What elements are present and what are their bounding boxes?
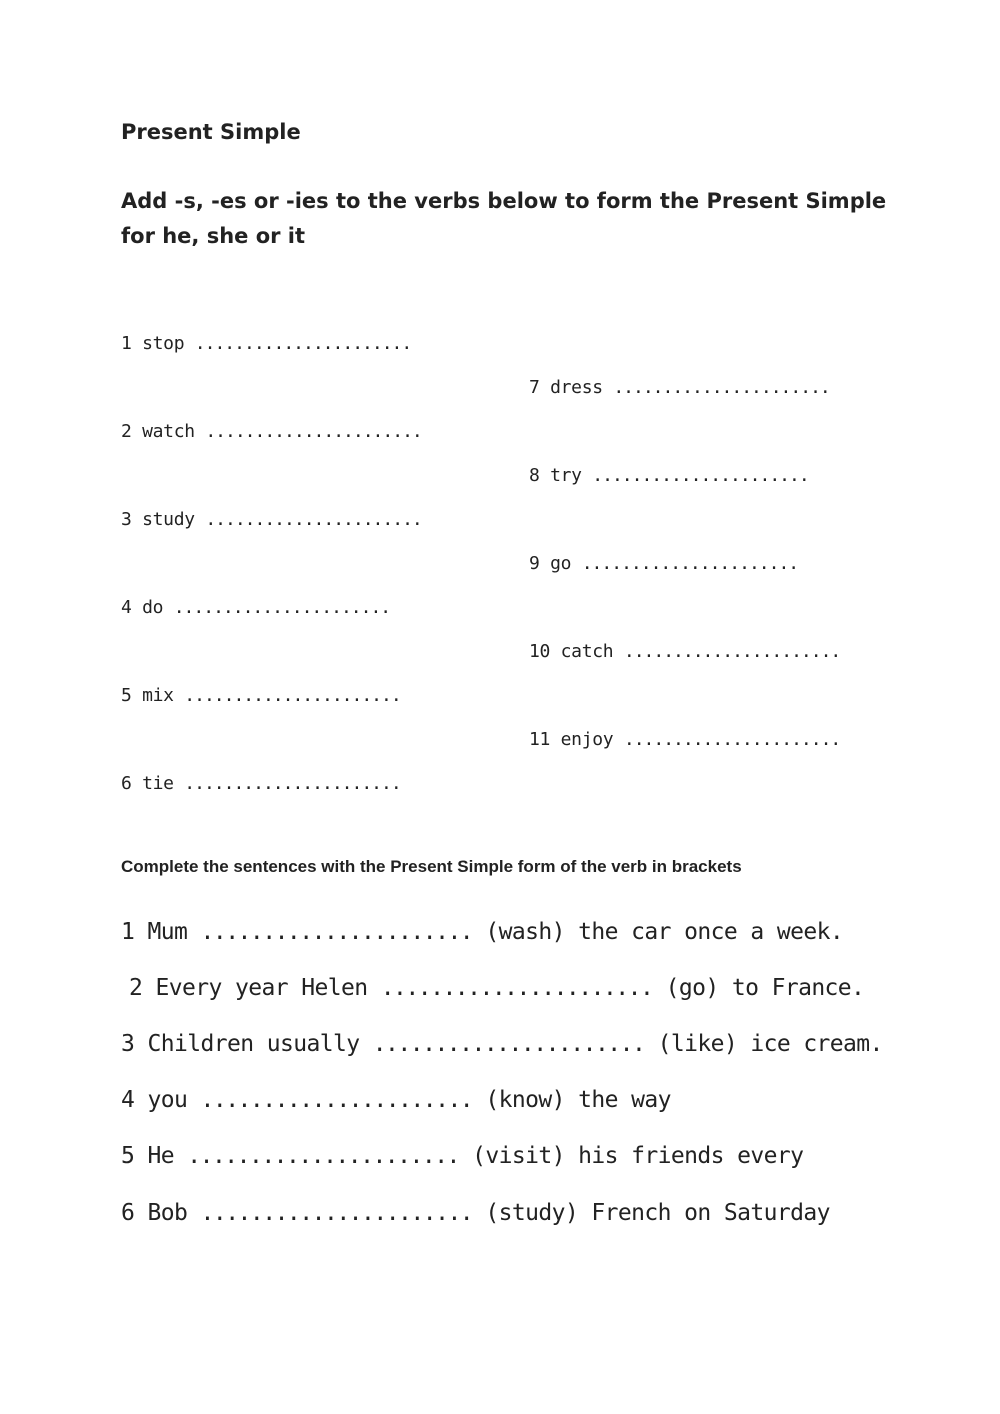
verb-item: [529, 553, 798, 574]
verb-word: do: [142, 597, 164, 618]
sentence-end: (study) French on Saturday: [485, 1200, 830, 1226]
answer-blank[interactable]: ......................: [205, 421, 422, 442]
verb-item: [121, 509, 422, 530]
verb-item: [121, 685, 401, 706]
verb-item: [121, 597, 390, 618]
verb-number: 9: [529, 553, 540, 574]
sentences-instruction: Complete the sentences with the Present Simple form of the verb in brackets: [121, 857, 742, 876]
sentence-end: (like) ice cream.: [657, 1031, 883, 1057]
verb-item: [121, 421, 422, 442]
verb-word: study: [142, 509, 195, 530]
sentence-item: [129, 975, 864, 1001]
verb-item: [121, 333, 411, 354]
sentence-end: (go) to France.: [665, 975, 865, 1001]
verb-number: 6: [121, 773, 132, 794]
sentence-end: (wash) the car once a week.: [485, 919, 844, 945]
sentence-start: 5 He: [121, 1143, 174, 1169]
verb-number: 4: [121, 597, 132, 618]
sentence-item: [121, 919, 843, 945]
verb-number: 10: [529, 641, 551, 662]
verb-number: 5: [121, 685, 132, 706]
verb-number: 1: [121, 333, 132, 354]
verb-number: 8: [529, 465, 540, 486]
verb-number: 11: [529, 729, 551, 750]
answer-blank[interactable]: ......................: [184, 773, 401, 794]
sentence-end: (visit) his friends every: [472, 1143, 804, 1169]
verb-item: [529, 641, 840, 662]
instruction-text: Add -s, -es or -ies to the verbs below to form the Present Simple for he, she or it: [121, 189, 887, 248]
verb-word: go: [550, 553, 572, 574]
answer-blank[interactable]: ......................: [200, 1087, 473, 1113]
sentence-start: 4 you: [121, 1087, 188, 1113]
verb-item: [529, 465, 809, 486]
page-title: Present Simple: [121, 120, 301, 144]
verb-item: [121, 773, 401, 794]
sentence-item: [121, 1200, 830, 1226]
sentence-start: 1 Mum: [121, 919, 188, 945]
verb-number: 2: [121, 421, 132, 442]
answer-blank[interactable]: ......................: [184, 685, 401, 706]
answer-blank[interactable]: ......................: [623, 641, 841, 662]
verb-word: watch: [142, 421, 195, 442]
answer-blank[interactable]: ......................: [194, 333, 412, 354]
sentence-start: 2 Every year Helen: [129, 975, 368, 1001]
sentence-start: 3 Children usually: [121, 1031, 360, 1057]
sentence-end: (know) the way: [485, 1087, 671, 1113]
answer-blank[interactable]: ......................: [187, 1143, 459, 1169]
answer-blank[interactable]: ......................: [623, 729, 841, 750]
verb-word: dress: [550, 377, 603, 398]
verb-word: stop: [142, 333, 185, 354]
answer-blank[interactable]: ......................: [581, 553, 799, 574]
answer-blank[interactable]: ......................: [592, 465, 809, 486]
sentence-item: [121, 1031, 883, 1057]
answer-blank[interactable]: ......................: [200, 919, 473, 945]
sentence-start: 6 Bob: [121, 1200, 188, 1226]
verb-word: try: [550, 465, 582, 486]
verb-item: [529, 377, 830, 398]
answer-blank[interactable]: ......................: [380, 975, 653, 1001]
verb-word: mix: [142, 685, 174, 706]
answer-blank[interactable]: ......................: [173, 597, 391, 618]
sentence-item: [121, 1087, 671, 1113]
answer-blank[interactable]: ......................: [613, 377, 830, 398]
sentence-item: [121, 1143, 803, 1169]
verb-word: catch: [560, 641, 614, 662]
verb-number: 7: [529, 377, 540, 398]
answer-blank[interactable]: ......................: [200, 1200, 473, 1226]
verb-word: tie: [142, 773, 174, 794]
answer-blank[interactable]: ......................: [372, 1031, 645, 1057]
answer-blank[interactable]: ......................: [205, 509, 422, 530]
verb-word: enjoy: [560, 729, 614, 750]
verb-item: [529, 729, 840, 750]
verb-number: 3: [121, 509, 132, 530]
